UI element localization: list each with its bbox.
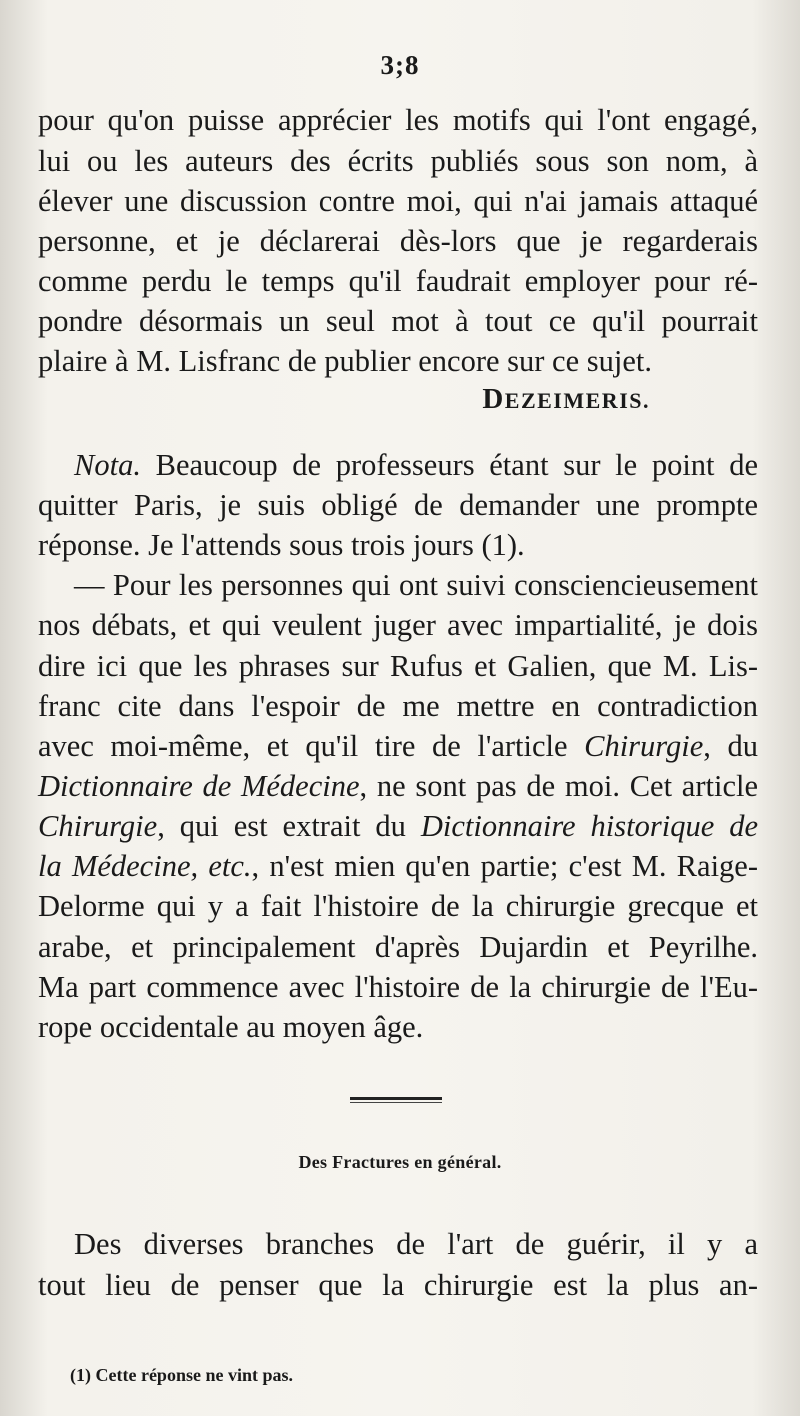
section-heading: Des Fractures en général.	[298, 1152, 502, 1172]
paragraph-line: rope occidentale au moyen âge.	[38, 1010, 424, 1044]
italic-title: Chirurgie	[584, 729, 704, 763]
paragraph-line: Delorme qui y a fait l'histoire de la chirurgie grecque et	[38, 889, 758, 923]
paragraph-line: arabe, et principalement d'après Dujardin et Peyrilhe.	[38, 930, 758, 964]
italic-title: Dictionnaire de Médecine	[38, 769, 360, 803]
section-divider	[350, 1097, 442, 1100]
paragraph-line: comme perdu le temps qu'il faudrait employer pour ré-	[38, 264, 758, 298]
paragraph-line: franc cite dans l'espoir de me mettre en contradiction	[38, 689, 758, 723]
nota-line	[74, 446, 758, 484]
paragraph-line	[38, 727, 758, 765]
nota-label: Nota.	[74, 448, 141, 482]
author-signature	[482, 383, 650, 416]
paragraph-line: élever une discussion contre moi, qui n'ai jamais attaqué	[38, 184, 758, 218]
nota-line: réponse. Je l'attends sous trois jours (1).	[38, 528, 525, 562]
paragraph-line: — Pour les personnes qui ont suivi consciencieusement	[74, 568, 758, 602]
text-span: , n'est mien qu'en partie; c'est M. Raige-	[251, 849, 758, 883]
paragraph-line: lui ou les auteurs des écrits publiés sous son nom, à	[38, 144, 758, 178]
paragraph-line: Des diverses branches de l'art de guérir, il y a	[74, 1227, 758, 1261]
footnote: (1) Cette réponse ne vint pas.	[70, 1365, 293, 1385]
text-span: , ne sont pas de moi. Cet article	[359, 769, 758, 803]
paragraph-line: plaire à M. Lisfranc de publier encore sur ce sujet.	[38, 344, 652, 378]
italic-title: la Médecine, etc.	[38, 849, 252, 883]
paragraph-line	[38, 807, 758, 845]
paragraph-line: dire ici que les phrases sur Rufus et Galien, que M. Lis-	[38, 649, 758, 683]
paragraph-line: pour qu'on puisse apprécier les motifs qui l'ont engagé,	[38, 103, 758, 137]
text-span: , qui est extrait du	[157, 809, 421, 843]
paragraph-line: personne, et je déclarerai dès-lors que je regarderais	[38, 224, 758, 258]
paragraph-line	[38, 767, 758, 805]
paragraph-line: tout lieu de penser que la chirurgie est la plus an-	[38, 1268, 758, 1302]
paragraph-line	[38, 847, 758, 885]
paragraph-line: Ma part commence avec l'histoire de la chirurgie de l'Eu-	[38, 970, 758, 1004]
nota-line: quitter Paris, je suis obligé de demander une prompte	[38, 488, 758, 522]
signature-rest: EZEIMERIS.	[504, 388, 650, 413]
italic-title: Chirurgie	[38, 809, 158, 843]
paragraph-line: nos débats, et qui veulent juger avec impartialité, je dois	[38, 608, 758, 642]
page-number: 3;8	[380, 50, 420, 80]
text-span: , du	[703, 729, 758, 763]
signature-initial: D	[482, 383, 505, 415]
italic-title: Dictionnaire historique de	[420, 809, 758, 843]
text-span: avec moi-même, et qu'il tire de l'article	[38, 729, 585, 763]
paragraph-line: pondre désormais un seul mot à tout ce qu'il pourrait	[38, 304, 758, 338]
nota-text: Beaucoup de professeurs étant sur le point de	[140, 448, 758, 482]
